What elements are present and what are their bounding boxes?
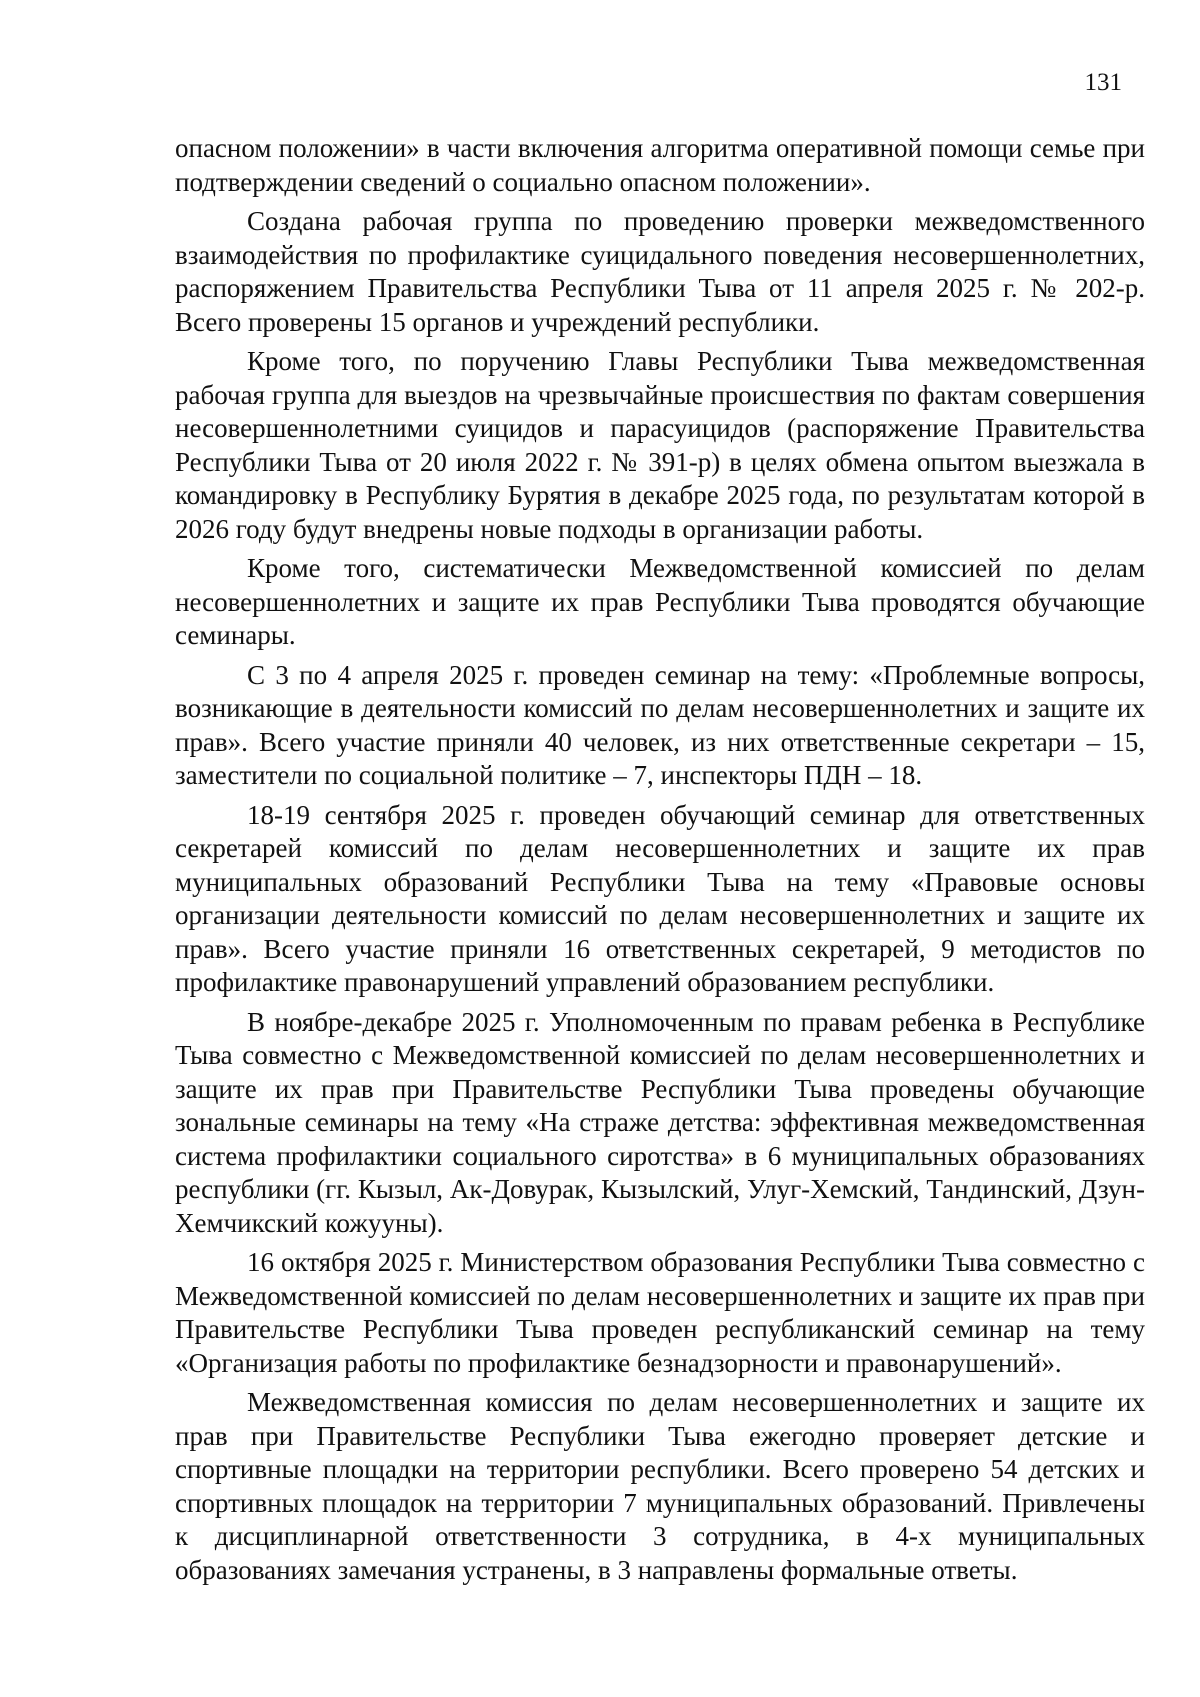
page-number: 131 [1084, 69, 1122, 96]
paragraph: Межведомственная комиссия по делам несовершеннолетних и защите их прав при Правительстве Республики Тыва ежегодно проверяет детские и спортивные площадки на территории республики. Всего проверено 54 детских и спортивных площадок на территории 7 муниципальных образований. Привлечены к дисциплинарной ответственности 3 сотрудника, в 4-х муниципальных образованиях замечания устранены, в 3 направлены формальные ответы. [175, 1387, 1145, 1585]
paragraph: В ноябре-декабре 2025 г. Уполномоченным по правам ребенка в Республике Тыва совместно с Межведомственной комиссией по делам несовершеннолетних и защите их прав при Правительстве Республики Тыва проведены обучающие зональные семинары на тему «На страже детства: эффективная межведомственная система профилактики социального сиротства» в 6 муниципальных образованиях республики (гг. Кызыл, Ак-Довурак, Кызылский, Улуг-Хемский, Тандинский, Дзун-Хемчикский кожууны). [175, 1006, 1145, 1238]
paragraph: 16 октября 2025 г. Министерством образования Республики Тыва совместно с Межведомственной комиссией по делам несовершеннолетних и защите их прав при Правительстве Республики Тыва проведен республиканский семинар на тему «Организация работы по профилактике безнадзорности и правонарушений». [175, 1247, 1145, 1378]
paragraph: Создана рабочая группа по проведению проверки межведомственного взаимодействия по профилактике суицидального поведения несовершеннолетних, распоряжением Правительства Республики Тыва от 11 апреля 2025 г. № 202-р. Всего проверены 15 органов и учреждений республики. [175, 206, 1145, 337]
paragraph: 18-19 сентября 2025 г. проведен обучающий семинар для ответственных секретарей комиссий по делам несовершеннолетних и защите их прав муниципальных образований Республики Тыва на тему «Правовые основы организации деятельности комиссий по делам несовершеннолетних и защите их прав». Всего участие приняли 16 ответственных секретарей, 9 методистов по профилактике правонарушений управлений образованием республики. [175, 799, 1145, 997]
paragraph: С 3 по 4 апреля 2025 г. проведен семинар на тему: «Проблемные вопросы, возникающие в деятельности комиссий по делам несовершеннолетних и защите их прав». Всего участие приняли 40 человек, из них ответственные секретари – 15, заместители по социальной политике – 7, инспекторы ПДН – 18. [175, 659, 1145, 790]
paragraph: Кроме того, по поручению Главы Республики Тыва межведомственная рабочая группа для выездов на чрезвычайные происшествия по фактам совершения несовершеннолетними суицидов и парасуицидов (распоряжение Правительства Республики Тыва от 20 июля 2022 г. № 391-р) в целях обмена опытом выезжала в командировку в Республику Бурятия в декабре 2025 года, по результатам которой в 2026 году будут внедрены новые подходы в организации работы. [175, 346, 1145, 544]
paragraph: опасном положении» в части включения алгоритма оперативной помощи семье при подтверждении сведений о социально опасном положении». [175, 133, 1145, 197]
document-body [175, 132, 1145, 1593]
paragraph: Кроме того, систематически Межведомственной комиссией по делам несовершеннолетних и защите их прав Республики Тыва проводятся обучающие семинары. [175, 553, 1145, 650]
